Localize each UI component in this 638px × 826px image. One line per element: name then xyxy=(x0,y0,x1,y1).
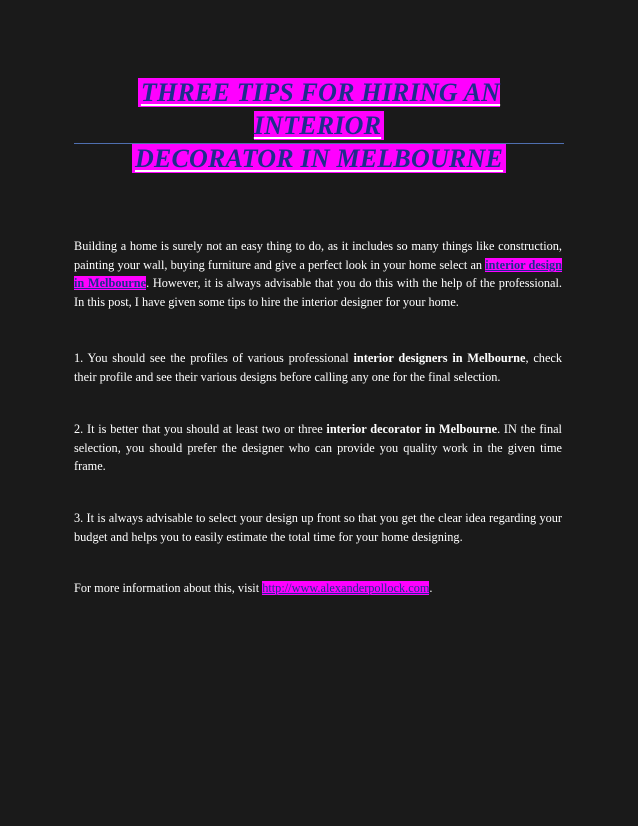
more-info-text-after: . xyxy=(429,581,433,595)
title-line-2: DECORATOR IN MELBOURNE xyxy=(132,144,506,173)
more-info-paragraph xyxy=(74,579,562,598)
tip-1-text-before: 1. You should see the profiles of various professional xyxy=(74,351,354,365)
tip-2-text-before: 2. It is better that you should at least two or three xyxy=(74,422,327,436)
tip-2-keyword: interior decorator in Melbourne xyxy=(326,422,498,436)
tip-1-paragraph xyxy=(74,349,562,386)
tip-2-text-after: . IN the final selection, you should prefer the designer who can provide you quality work in the given time frame. xyxy=(74,422,562,473)
title-line-1: THREE TIPS FOR HIRING AN INTERIOR xyxy=(138,78,500,140)
title-divider xyxy=(74,143,564,144)
website-link[interactable]: http://www.alexanderpollock.com xyxy=(262,581,430,595)
tip-3-text: 3. It is always advisable to select your design up front so that you get the clear idea regarding your budget and helps you to easily estimate the total time for your home designing. xyxy=(74,511,562,544)
tip-3-paragraph xyxy=(74,509,562,546)
intro-text-after: . However, it is always advisable that you do this with the help of the professional. In this post, I have given some tips to hire the interior designer for your home. xyxy=(74,276,562,309)
document-title xyxy=(74,76,564,175)
tip-2-paragraph xyxy=(74,420,562,476)
more-info-text-before: For more information about this, visit xyxy=(74,581,263,595)
interior-design-link[interactable]: interior design in Melbourne xyxy=(74,257,562,290)
tip-1-keyword: interior designers in Melbourne xyxy=(353,351,526,365)
intro-paragraph xyxy=(74,237,562,311)
tip-1-text-after: , check their profile and see their various designs before calling any one for the final selection. xyxy=(74,351,563,384)
intro-text-before: Building a home is surely not an easy thing to do, as it includes so many things like construction, painting your wall, buying furniture and give a perfect look in your home select an xyxy=(74,239,562,272)
